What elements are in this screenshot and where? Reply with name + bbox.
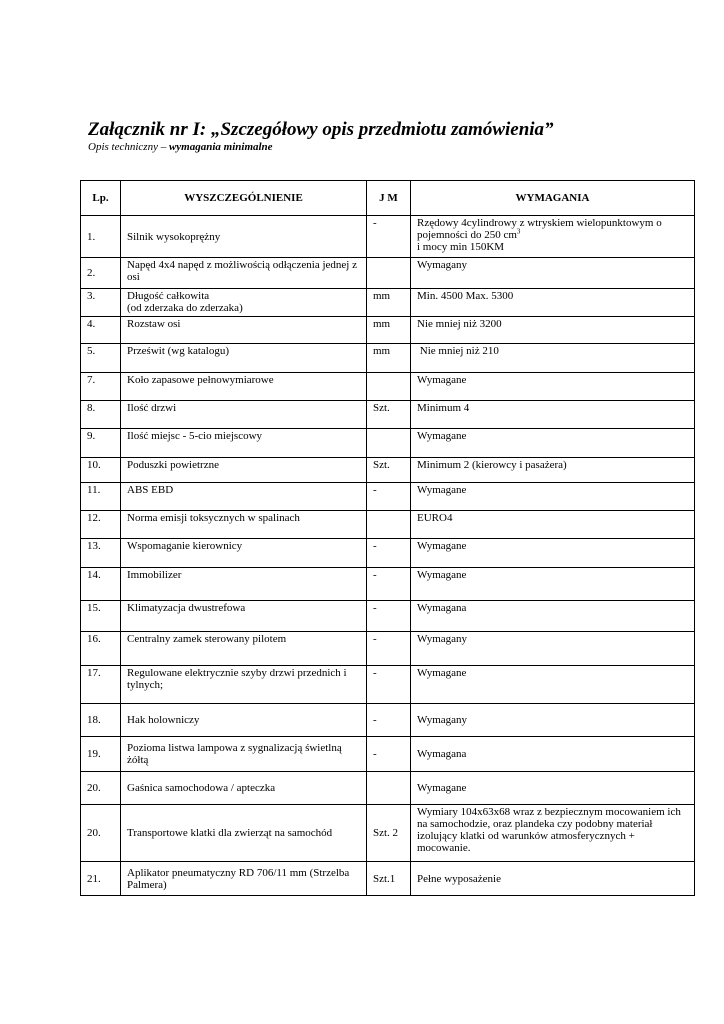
row-lp: 18. [81, 704, 121, 737]
row-jm: Szt. 2 [367, 805, 411, 862]
row-jm [367, 373, 411, 401]
row-name: Rozstaw osi [121, 317, 367, 344]
table-row [81, 568, 695, 601]
row-lp: 2. [81, 258, 121, 289]
row-jm: mm [367, 344, 411, 373]
table-header-row [81, 181, 695, 216]
row-lp: 12. [81, 511, 121, 539]
table-row [81, 258, 695, 289]
row-name: Hak holowniczy [121, 704, 367, 737]
row-name-line2: (od zderzaka do zderzaka) [127, 302, 243, 314]
row-name: Napęd 4x4 napęd z możliwością odłączenia jednej z osi [121, 258, 367, 289]
row-jm: - [367, 601, 411, 632]
row-req: Wymiary 104x63x68 wraz z bezpiecznym mocowaniem ich na samochodzie, oraz plandeka czy podobny materiał izolujący klatki od warunków atmosferycznych + mocowanie. [411, 805, 695, 862]
row-name: ABS EBD [121, 483, 367, 511]
row-lp: 4. [81, 317, 121, 344]
row-lp: 13. [81, 539, 121, 568]
header-jm: J M [367, 181, 411, 216]
row-jm: - [367, 539, 411, 568]
table-row [81, 373, 695, 401]
row-lp: 3. [81, 289, 121, 317]
row-lp: 16. [81, 632, 121, 666]
row-name: Ilość miejsc - 5-cio miejscowy [121, 429, 367, 458]
row-lp: 20. [81, 805, 121, 862]
row-jm: - [367, 666, 411, 704]
row-req: Wymagany [411, 704, 695, 737]
row-name-line1: Długość całkowita [127, 290, 210, 302]
table-row [81, 704, 695, 737]
table-row [81, 289, 695, 317]
table-row [81, 772, 695, 805]
row-lp: 19. [81, 737, 121, 772]
row-lp: 7. [81, 373, 121, 401]
row-lp: 5. [81, 344, 121, 373]
row-jm: mm [367, 289, 411, 317]
row-lp: 9. [81, 429, 121, 458]
row-jm: - [367, 737, 411, 772]
req-text: Rzędowy 4cylindrowy z wtryskiem wielopunktowym o pojemności do 250 cm [417, 217, 662, 241]
table-row [81, 511, 695, 539]
row-req: Minimum 2 (kierowcy i pasażera) [411, 458, 695, 483]
row-lp: 11. [81, 483, 121, 511]
table-row [81, 401, 695, 429]
row-name: Prześwit (wg katalogu) [121, 344, 367, 373]
row-name: Klimatyzacja dwustrefowa [121, 601, 367, 632]
table-row [81, 216, 695, 258]
document-subtitle [88, 141, 273, 153]
requirements-table [80, 180, 695, 896]
row-name: Centralny zamek sterowany pilotem [121, 632, 367, 666]
row-name: Immobilizer [121, 568, 367, 601]
table-row [81, 632, 695, 666]
row-lp: 20. [81, 772, 121, 805]
row-name: Regulowane elektrycznie szyby drzwi przednich i tylnych; [121, 666, 367, 704]
row-name: Silnik wysokoprężny [121, 216, 367, 258]
row-name: Norma emisji toksycznych w spalinach [121, 511, 367, 539]
table-row [81, 862, 695, 896]
row-lp: 15. [81, 601, 121, 632]
row-jm [367, 511, 411, 539]
table-row [81, 666, 695, 704]
table-row [81, 601, 695, 632]
req-superscript: 3 [516, 227, 521, 236]
table-row [81, 344, 695, 373]
header-lp: Lp. [81, 181, 121, 216]
row-lp: 1. [81, 216, 121, 258]
row-req: Wymagany [411, 258, 695, 289]
row-name: Gaśnica samochodowa / apteczka [121, 772, 367, 805]
row-req: Wymagany [411, 632, 695, 666]
row-lp: 10. [81, 458, 121, 483]
table-row [81, 458, 695, 483]
row-req: Nie mniej niż 3200 [411, 317, 695, 344]
row-req: Wymagane [411, 373, 695, 401]
row-name: Pozioma listwa lampowa z sygnalizacją świetlną żółtą [121, 737, 367, 772]
document-title: Załącznik nr I: „Szczegółowy opis przedmiotu zamówienia” [88, 119, 554, 140]
row-lp: 17. [81, 666, 121, 704]
row-name: Wspomaganie kierownicy [121, 539, 367, 568]
row-jm: Szt.1 [367, 862, 411, 896]
row-req: Pełne wyposażenie [411, 862, 695, 896]
subtitle-bold: wymagania minimalne [168, 141, 273, 153]
row-name: Koło zapasowe pełnowymiarowe [121, 373, 367, 401]
header-req: WYMAGANIA [411, 181, 695, 216]
row-jm: mm [367, 317, 411, 344]
row-name: Ilość drzwi [121, 401, 367, 429]
row-req: EURO4 [411, 511, 695, 539]
row-req: Wymagana [411, 601, 695, 632]
row-req: Nie mniej niż 210 [411, 344, 695, 373]
row-name: Aplikator pneumatyczny RD 706/11 mm (Strzelba Palmera) [121, 862, 367, 896]
header-name: WYSZCZEGÓLNIENIE [121, 181, 367, 216]
row-name: Poduszki powietrzne [121, 458, 367, 483]
row-jm: - [367, 704, 411, 737]
row-jm: - [367, 568, 411, 601]
row-jm [367, 772, 411, 805]
row-req: Wymagane [411, 429, 695, 458]
row-req: Min. 4500 Max. 5300 [411, 289, 695, 317]
row-lp: 8. [81, 401, 121, 429]
table-row [81, 805, 695, 862]
row-jm: - [367, 632, 411, 666]
row-req: Wymagane [411, 539, 695, 568]
row-jm: - [367, 483, 411, 511]
row-jm [367, 258, 411, 289]
subtitle-normal: Opis techniczny – [88, 141, 169, 153]
table-row [81, 539, 695, 568]
table-row [81, 429, 695, 458]
row-req: Wymagana [411, 737, 695, 772]
row-req [411, 216, 695, 258]
row-name: Transportowe klatki dla zwierząt na samochód [121, 805, 367, 862]
row-jm: - [367, 216, 411, 258]
table-row [81, 317, 695, 344]
table-row [81, 737, 695, 772]
req-text-tail: i mocy min 150KM [417, 241, 505, 253]
row-req: Minimum 4 [411, 401, 695, 429]
row-jm: Szt. [367, 458, 411, 483]
row-name [121, 289, 367, 317]
row-jm [367, 429, 411, 458]
row-jm: Szt. [367, 401, 411, 429]
row-req: Wymagane [411, 772, 695, 805]
row-req: Wymagane [411, 568, 695, 601]
row-lp: 21. [81, 862, 121, 896]
row-req: Wymagane [411, 483, 695, 511]
row-lp: 14. [81, 568, 121, 601]
table-row [81, 483, 695, 511]
row-req: Wymagane [411, 666, 695, 704]
